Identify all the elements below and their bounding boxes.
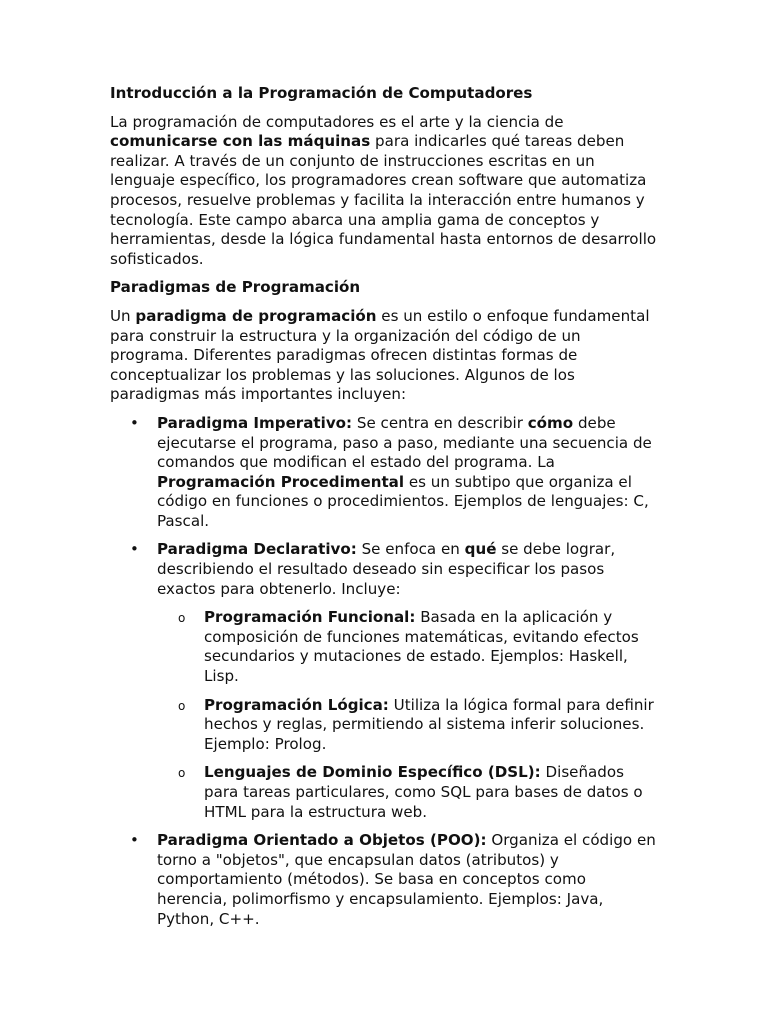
bold-text-run: Paradigma Imperativo: bbox=[157, 413, 353, 432]
text-run: Organiza el código en torno a "objetos", que encapsulan datos (atributos) y comportamiento (métodos). Se basa en conceptos como herencia, polimorfismo y encapsulamiento. Ejemplos: Java, Python, C++. bbox=[157, 831, 656, 928]
text-run: La programación de computadores es el arte y la ciencia de bbox=[110, 112, 564, 131]
text-run: Basada en la aplicación y composición de funciones matemáticas, evitando efectos secundarios y mutaciones de estado. Ejemplos: Haskell, Lisp. bbox=[204, 608, 639, 686]
text-run: es un estilo o enfoque fundamental para construir la estructura y la organización del código de un programa. Diferentes paradigmas ofrecen distintas formas de conceptualizar los problemas y las soluciones. Algunos de los paradigmas más importantes incluyen: bbox=[110, 306, 650, 404]
sub-paradigm-list bbox=[157, 608, 658, 822]
paradigm-list-item bbox=[110, 831, 658, 929]
sub-paradigm-description bbox=[204, 763, 658, 822]
circle-bullet-icon: o bbox=[178, 698, 186, 713]
section-intro-paragraph bbox=[110, 307, 658, 405]
text-run: Se centra en describir bbox=[352, 413, 528, 432]
section-heading: Paradigmas de Programación bbox=[110, 278, 361, 297]
sub-paradigm-description bbox=[204, 608, 658, 686]
paradigm-description bbox=[157, 540, 658, 599]
sub-paradigm-list-item bbox=[157, 696, 658, 755]
sub-paradigm-list-item bbox=[157, 763, 658, 822]
text-run: Un bbox=[110, 306, 136, 325]
bullet-icon: • bbox=[130, 413, 139, 432]
bold-text-run: cómo bbox=[527, 413, 574, 432]
paradigm-list bbox=[110, 414, 658, 929]
text-run: debe ejecutarse el programa, paso a paso, mediante una secuencia de comandos que modifican el estado del programa. La bbox=[157, 413, 652, 472]
text-run: Diseñados para tareas particulares, como SQL para bases de datos o HTML para la estructura web. bbox=[204, 763, 643, 821]
bold-text-run: qué bbox=[464, 540, 497, 559]
document-title: Introducción a la Programación de Computadores bbox=[110, 84, 533, 102]
text-run: para indicarles qué tareas deben realizar. A través de un conjunto de instrucciones escritas en un lenguaje específico, los programadores crean software que automatiza procesos, resuelve problemas y facilita la interacción entre humanos y tecnología. Este campo abarca una amplia gama de conceptos y herramientas, desde la lógica fundamental hasta entornos de desarrollo sofisticados. bbox=[110, 132, 657, 268]
bold-text-run: Paradigma Declarativo: bbox=[157, 540, 357, 559]
bold-text-run: Lenguajes de Dominio Específico (DSL): bbox=[204, 763, 541, 782]
sub-paradigm-list-item bbox=[157, 608, 658, 686]
bold-text-run: comunicarse con las máquinas bbox=[110, 132, 371, 151]
paradigm-list-item bbox=[110, 414, 658, 532]
circle-bullet-icon: o bbox=[178, 766, 186, 781]
document-page bbox=[110, 84, 658, 938]
bullet-icon: • bbox=[130, 831, 139, 850]
bold-text-run: paradigma de programación bbox=[135, 306, 377, 325]
text-run: es un subtipo que organiza el código en funciones o procedimientos. Ejemplos de lenguajes: C, Pascal. bbox=[157, 472, 649, 530]
circle-bullet-icon: o bbox=[178, 611, 186, 626]
bold-text-run: Programación Lógica: bbox=[204, 695, 389, 714]
bold-text-run: Programación Funcional: bbox=[204, 608, 416, 627]
paradigm-description bbox=[157, 414, 658, 532]
text-run: Se enfoca en bbox=[356, 540, 465, 559]
text-run: se debe lograr, describiendo el resultado deseado sin especificar los pasos exactos para obtenerlo. Incluye: bbox=[157, 540, 616, 598]
paradigm-list-item bbox=[110, 540, 658, 822]
bold-text-run: Programación Procedimental bbox=[157, 472, 405, 491]
bold-text-run: Paradigma Orientado a Objetos (POO): bbox=[157, 831, 487, 850]
paradigm-description bbox=[157, 831, 658, 929]
sub-paradigm-description bbox=[204, 696, 658, 755]
bullet-icon: • bbox=[130, 540, 139, 559]
text-run: Utiliza la lógica formal para definir hechos y reglas, permitiendo al sistema inferir soluciones. Ejemplo: Prolog. bbox=[204, 695, 654, 753]
intro-paragraph bbox=[110, 113, 658, 270]
